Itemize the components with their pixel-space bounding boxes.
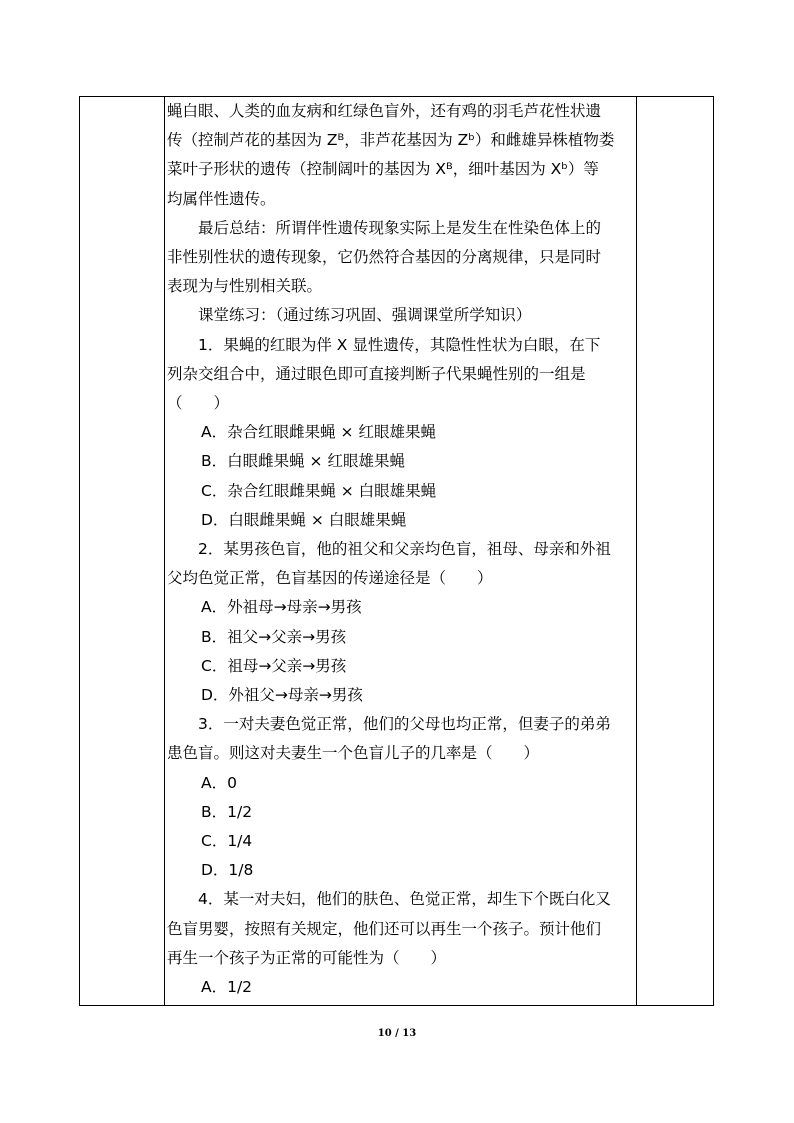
table-right-column-divider — [636, 97, 637, 1005]
question-1-line: （ ） — [167, 394, 230, 413]
question-3-option-d: D．1/8 — [201, 861, 254, 880]
intro-line: 菜叶子形状的遗传（控制阔叶的基因为 Xᴮ，细叶基因为 Xᵇ）等 — [167, 160, 599, 179]
intro-line: 蝇白眼、人类的血友病和红绿色盲外，还有鸡的羽毛芦花性状遗 — [167, 102, 602, 120]
lesson-content-cell — [167, 97, 629, 1002]
table-left-column-divider — [164, 97, 165, 1005]
question-4-line: 4．某一对夫妇，他们的肤色、色觉正常，却生下个既白化又 — [198, 890, 611, 909]
intro-line: 均属伴性遗传。 — [167, 189, 276, 208]
question-4-line: 色盲男婴，按照有关规定，他们还可以再生一个孩子。预计他们 — [167, 919, 602, 938]
summary-line: 表现为与性别相关联。 — [167, 277, 323, 296]
question-2-option-c: C．祖母→父亲→男孩 — [201, 656, 347, 675]
intro-line: 传（控制芦花的基因为 Zᴮ，非芦花基因为 Zᵇ）和雌雄异株植物娄 — [167, 131, 615, 150]
question-3-option-c: C．1/4 — [201, 832, 253, 851]
question-1-line: 1．果蝇的红眼为伴 X 显性遗传，其隐性性状为白眼，在下 — [198, 335, 601, 354]
summary-line: 非性别性状的遗传现象，它仍然符合基因的分离规律，只是同时 — [167, 248, 602, 267]
question-3-option-a: A．0 — [201, 773, 237, 792]
question-2-line: 父均色觉正常，色盲基因的传递途径是（ ） — [167, 569, 493, 588]
question-1-option-a: A．杂合红眼雌果蝇 × 红眼雄果蝇 — [201, 423, 436, 442]
question-4-line: 再生一个孩子为正常的可能性为（ ） — [167, 948, 447, 967]
question-3-line: 3．一对夫妻色觉正常，他们的父母也均正常，但妻子的弟弟 — [198, 715, 611, 734]
question-1-line: 列杂交组合中，通过眼色即可直接判断子代果蝇性别的一组是 — [167, 364, 586, 383]
page-number: 10 / 13 — [377, 1028, 417, 1039]
question-3-option-b: B．1/2 — [201, 802, 253, 821]
summary-line: 最后总结：所谓伴性遗传现象实际上是发生在性染色体上的 — [198, 218, 602, 237]
question-2-line: 2．某男孩色盲，他的祖父和父亲均色盲，祖母、母亲和外祖 — [198, 540, 611, 559]
question-2-option-a: A．外祖母→母亲→男孩 — [201, 598, 362, 617]
question-3-line: 患色盲。则这对夫妻生一个色盲儿子的几率是（ ） — [167, 744, 540, 763]
question-1-option-b: B．白眼雌果蝇 × 红眼雄果蝇 — [201, 452, 405, 471]
question-2-option-b: B．祖父→父亲→男孩 — [201, 627, 347, 646]
question-4-option-a: A．1/2 — [201, 978, 253, 997]
practice-heading: 课堂练习：（通过练习巩固、强调课堂所学知识） — [198, 306, 532, 325]
question-1-option-d: D．白眼雌果蝇 × 白眼雄果蝇 — [201, 510, 407, 529]
question-2-option-d: D．外祖父→母亲→男孩 — [201, 686, 363, 705]
question-1-option-c: C．杂合红眼雌果蝇 × 白眼雄果蝇 — [201, 481, 437, 500]
